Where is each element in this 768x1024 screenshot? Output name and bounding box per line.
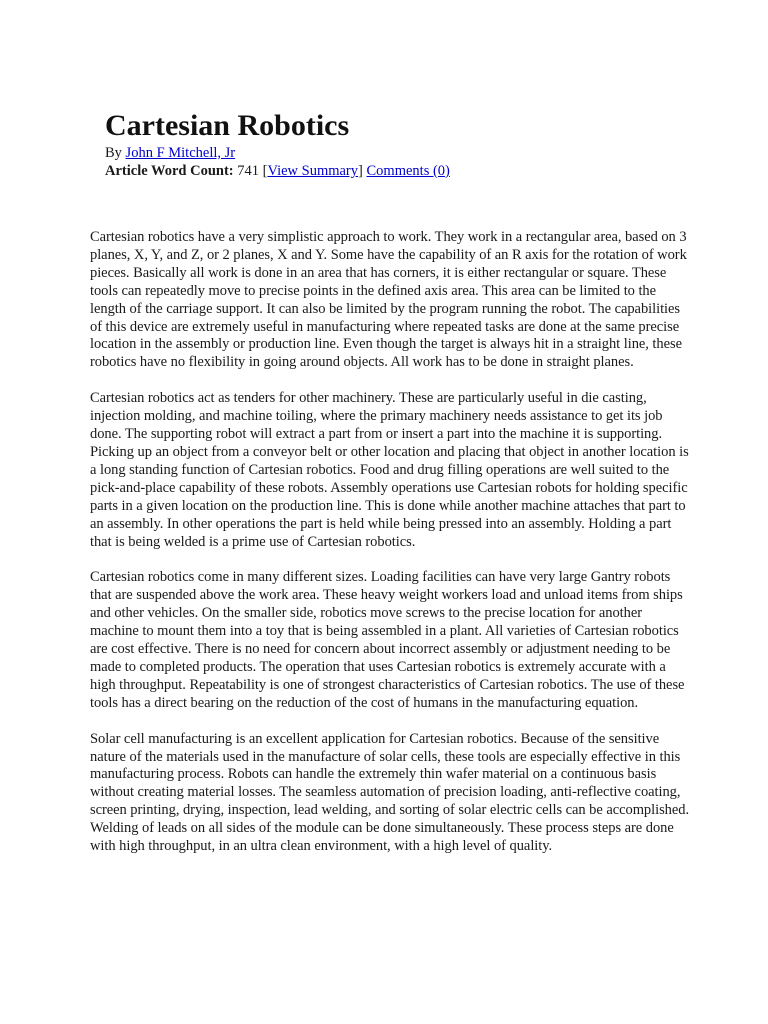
byline-prefix: By bbox=[105, 145, 122, 161]
article-header bbox=[105, 108, 705, 180]
article-paragraph-1: Cartesian robotics have a very simplistic approach to work. They work in a rectangular area, based on 3 planes, X, Y, and Z, or 2 planes, X and Y. Some have the capability of an R axis for the rotation of work pieces. Basically all work is done in an area that has corners, it is either rectangular or square. These tools can repeatedly move to precise points in the defined axis area. This area can be limited to the length of the carriage support. It can also be limited by the program running the robot. The capabilities of this device are extremely useful in manufacturing where repeated tasks are done at the same precise location in the assembly or production line. Even though the target is always hit in a straight line, these robotics have no flexibility in going around objects. All work has to be done in straight planes. bbox=[90, 229, 687, 371]
article-paragraph-3: Cartesian robotics come in many different sizes. Loading facilities can have very large Gantry robots that are suspended above the work area. These heavy weight workers load and unload items from ships and other vehicles. On the smaller side, robotics move screws to the precise location for another machine to mount them into a toy that is being assembled in a plant. All varieties of Cartesian robotics are cost effective. There is no need for concern about incorrect assembly or adjustment needing to be made to completed products. The operation that uses Cartesian robotics is extremely accurate with a high throughput. Repeatability is one of strongest characteristics of Cartesian robotics. The use of these tools has a direct bearing on the reduction of the cost of humans in the manufacturing equation. bbox=[90, 569, 685, 711]
article-meta bbox=[105, 162, 705, 180]
article-body bbox=[90, 229, 690, 874]
bracket-open: [ bbox=[262, 163, 268, 179]
view-summary-link[interactable]: View Summary bbox=[267, 163, 359, 179]
comments-link[interactable]: Comments (0) bbox=[366, 163, 450, 179]
byline bbox=[105, 144, 705, 162]
bracket-close: ] bbox=[358, 163, 363, 179]
word-count-label: Article Word Count: bbox=[105, 163, 234, 179]
page-title: Cartesian Robotics bbox=[105, 109, 350, 142]
word-count-value: 741 bbox=[237, 163, 259, 179]
article-paragraph-2: Cartesian robotics act as tenders for other machinery. These are particularly useful in die casting, injection molding, and machine toiling, where the primary machinery needs assistance to get its job done. The supporting robot will extract a part from or insert a part into the machine it is supporting. Picking up an object from a conveyor belt or other location and placing that object in another location is a long standing function of Cartesian robotics. Food and drug filling operations are well suited to the pick-and-place capability of these robots. Assembly operations use Cartesian robots for holding specific parts in a given location on the production line. This is done while another machine attaches that part to an assembly. In other operations the part is held while being pressed into an assembly. Holding a part that is being welded is a prime use of Cartesian robotics. bbox=[90, 390, 689, 550]
article-paragraph-4: Solar cell manufacturing is an excellent application for Cartesian robotics. Because of the sensitive nature of the materials used in the manufacture of solar cells, these tools are especially effective in this manufacturing process. Robots can handle the extremely thin wafer material on a continuous basis without creating material losses. The seamless automation of precision loading, anti-reflective coating, screen printing, drying, inspection, lead welding, and sorting of solar electric cells can be accomplished. Welding of leads on all sides of the module can be done simultaneously. These process steps are done with high throughput, in an ultra clean environment, with a high level of quality. bbox=[90, 730, 690, 855]
author-link[interactable]: John F Mitchell, Jr bbox=[125, 145, 236, 161]
